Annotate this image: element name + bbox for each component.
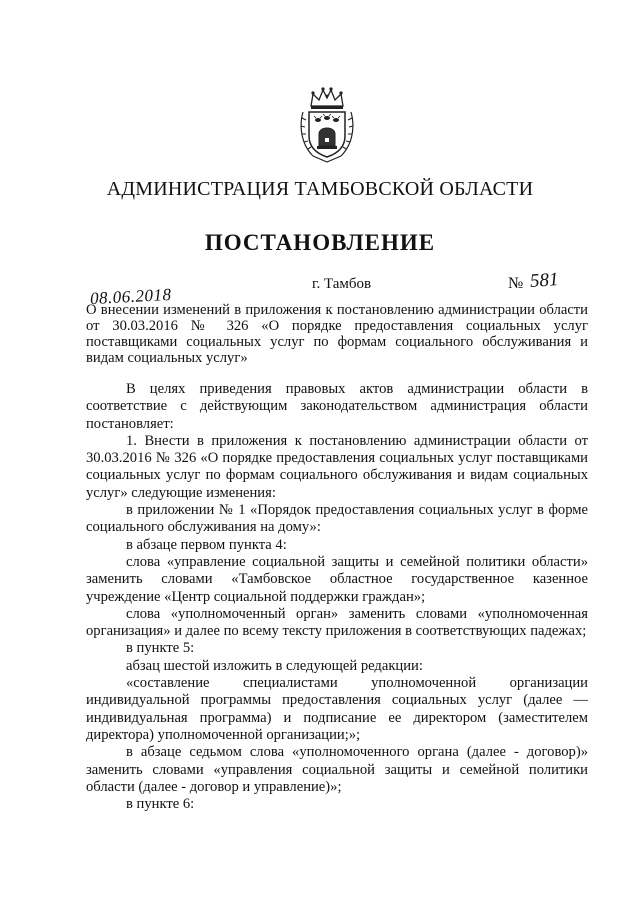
document-body [86, 381, 588, 813]
organization-name: АДМИНИСТРАЦИЯ ТАМБОВСКОЙ ОБЛАСТИ [106, 178, 534, 200]
body-paragraph: «составление специалистами уполномоченной организации индивидуальной программы предоставления социальных услуг (далее — индивидуальная программа) и подписание ее директором (заместителем директора) уполномоченной организации;»; [86, 675, 588, 743]
body-paragraph: слова «уполномоченный орган» заменить словами «уполномоченная организация» и далее по всему тексту приложения в соответствующих падежах; [86, 605, 588, 640]
document-date: 08.06.2018 [89, 284, 172, 309]
body-paragraph: в пункте 6: [126, 796, 195, 813]
body-paragraph: в абзаце седьмом слова «уполномоченного органа (далее - договор)» заменить словами «управления социальной защиты и семейной политики области (далее - договор и управление)»; [86, 744, 588, 795]
body-paragraph: в абзаце первом пункта 4: [126, 536, 287, 553]
document-type-title: ПОСТАНОВЛЕНИЕ [204, 230, 436, 255]
document-subject: О внесении изменений в приложения к постановлению администрации области от 30.03.2016 № 326 «О порядке предоставления социальных услуг поставщиками социальных услуг по формам социального обслуживания и видам социальных услуг» [86, 302, 588, 366]
document-number: 581 [529, 269, 560, 292]
body-paragraph: В целях приведения правовых актов администрации области в соответствие с действующим законодательством администрация области постановляет: [86, 381, 588, 432]
body-paragraph: абзац шестой изложить в следующей редакции: [126, 657, 423, 674]
body-paragraph: 1. Внести в приложения к постановлению администрации области от 30.03.2016 № 326 «О порядке предоставления социальных услуг поставщиками социальных услуг по формам социального обслуживания и видам социальных услуг» следующие изменения: [86, 432, 588, 501]
body-paragraph: слова «управление социальной защиты и семейной политики области» заменить словами «Тамбовское областное государственное казенное учреждение «Центр социальной поддержки граждан»; [86, 553, 588, 605]
tambov-coat-of-arms-icon [297, 86, 357, 164]
body-paragraph: в пункте 5: [126, 640, 195, 657]
document-city: г. Тамбов [312, 276, 372, 292]
body-paragraph: в приложении № 1 «Порядок предоставления социальных услуг в форме социального обслуживания на дому»: [86, 502, 588, 536]
document-number-label: № [508, 275, 524, 292]
